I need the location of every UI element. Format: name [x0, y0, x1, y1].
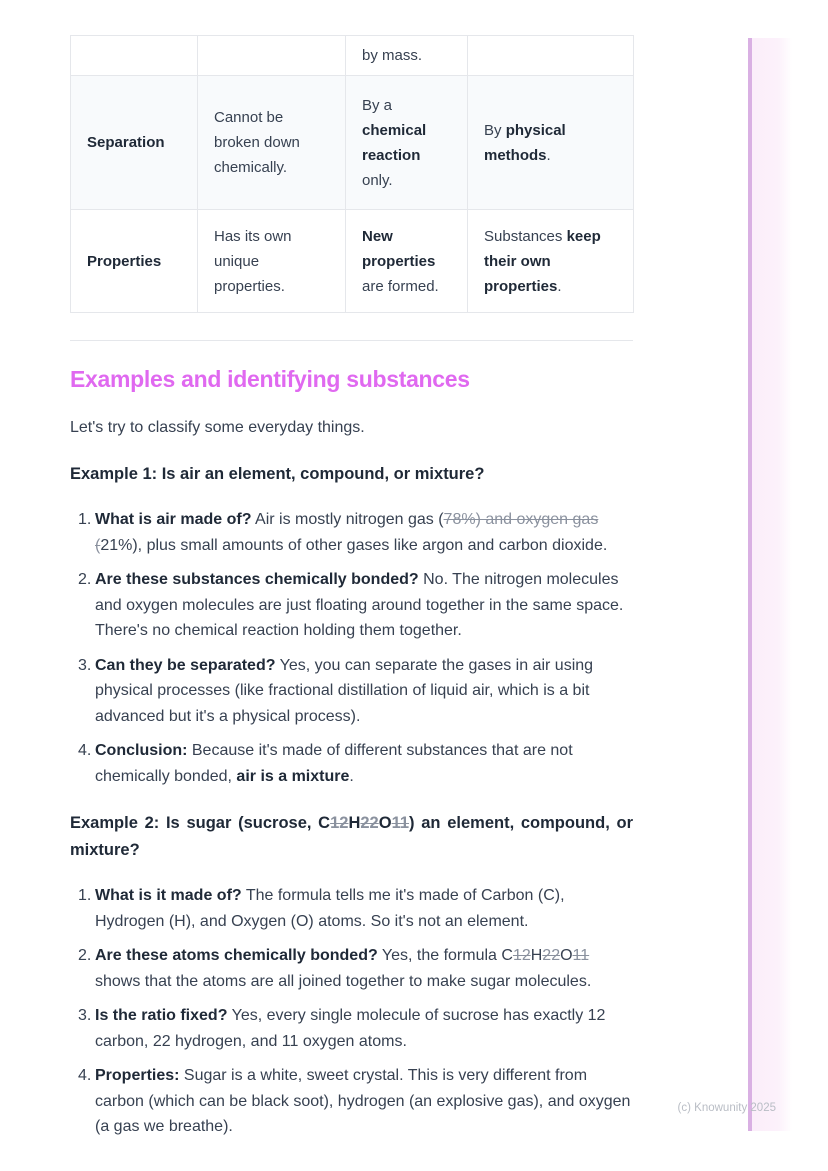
list-item	[78, 653, 633, 730]
list-marker: 1.	[78, 511, 92, 528]
list-item	[78, 883, 633, 934]
section-heading: Examples and identifying substances	[70, 366, 470, 392]
example1-title: Example 1: Is air an element, compound, or mixture?	[70, 465, 485, 483]
intro-paragraph: Let's try to classify some everyday things.	[70, 419, 365, 436]
table-cell	[468, 36, 634, 76]
document-page	[70, 0, 633, 1149]
list-marker: 3.	[78, 1007, 92, 1024]
table-cell: Cannot be broken down chemically.	[198, 76, 346, 210]
right-margin-highlight-band	[748, 38, 792, 1131]
list-item	[78, 567, 633, 644]
list-item-text: Can they be separated? Yes, you can separate the gases in air using physical processes (like fractional distillation of liquid air, which is a bit advanced but it's a physical process).	[95, 656, 594, 725]
list-item	[78, 738, 633, 789]
table-cell	[198, 36, 346, 76]
list-item	[78, 1063, 633, 1140]
list-item-text: Properties: Sugar is a white, sweet crystal. This is very different from carbon (which can be black soot), hydrogen (an explosive gas), and oxygen (a gas we breathe).	[95, 1067, 631, 1135]
list-item-text: Conclusion: Because it's made of different substances that are not chemically bonded, air is a mixture.	[95, 742, 573, 785]
example1-list	[70, 507, 633, 789]
list-marker: 2.	[78, 947, 92, 964]
list-item	[78, 507, 633, 558]
list-marker: 2.	[78, 571, 92, 588]
example2-list	[70, 883, 633, 1140]
list-item-text: Is the ratio fixed? Yes, every single molecule of sucrose has exactly 12 carbon, 22 hydrogen, and 11 oxygen atoms.	[95, 1007, 606, 1050]
table-cell	[71, 36, 198, 76]
list-item	[78, 1003, 633, 1054]
copyright-footer: (c) Knowunity 2025	[677, 1102, 776, 1114]
list-item-text: What is it made of? The formula tells me it's made of Carbon (C), Hydrogen (H), and Oxygen (O) atoms. So it's not an element.	[95, 887, 565, 930]
example2-title: Example 2: Is sugar (sucrose, C12H22O11) an element, compound, or mixture?	[70, 814, 633, 859]
list-item-text: Are these atoms chemically bonded? Yes, the formula C12H22O11 shows that the atoms are all joined together to make sugar molecules.	[95, 947, 592, 990]
list-marker: 4.	[78, 742, 92, 759]
section-divider	[70, 340, 633, 341]
comparison-table	[70, 35, 634, 313]
table-cell: Substances keep their own properties.	[468, 210, 634, 313]
table-row-header: Properties	[71, 210, 198, 313]
table-row-properties	[71, 210, 634, 313]
table-cell: By a chemical reaction only.	[346, 76, 468, 210]
table-cell: Has its own unique properties.	[198, 210, 346, 313]
list-marker: 4.	[78, 1067, 92, 1084]
table-cell: By physical methods.	[468, 76, 634, 210]
list-item-text: What is air made of? Air is mostly nitrogen gas (78%) and oxygen gas (21%), plus small amounts of other gases like argon and carbon dioxide.	[95, 511, 608, 554]
table-row-header: Separation	[71, 76, 198, 210]
list-item	[78, 943, 633, 994]
table-cell: by mass.	[346, 36, 468, 76]
table-cell: New properties are formed.	[346, 210, 468, 313]
list-marker: 1.	[78, 887, 92, 904]
list-item-text: Are these substances chemically bonded? No. The nitrogen molecules and oxygen molecules are just floating around together in the same space. There's no chemical reaction holding them together.	[95, 571, 624, 639]
list-marker: 3.	[78, 656, 92, 674]
table-row-separation	[71, 76, 634, 210]
table-row-continued	[71, 36, 634, 76]
